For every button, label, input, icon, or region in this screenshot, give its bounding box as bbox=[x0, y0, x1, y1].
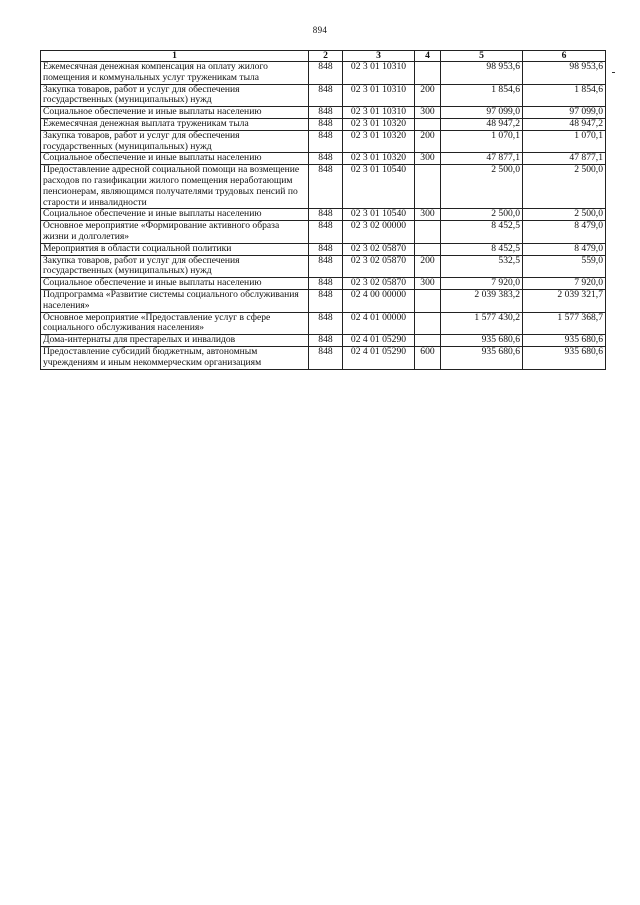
expense-type-cell bbox=[415, 221, 441, 244]
table-row bbox=[41, 312, 606, 335]
amount-year1-cell: 2 039 383,2 bbox=[441, 289, 523, 312]
amount-year1-cell: 8 452,5 bbox=[441, 243, 523, 255]
ministry-code-cell: 848 bbox=[309, 335, 343, 347]
expense-type-cell: 200 bbox=[415, 255, 441, 278]
table-row bbox=[41, 62, 606, 85]
expense-type-cell: 200 bbox=[415, 130, 441, 153]
target-code-cell: 02 3 01 10310 bbox=[343, 84, 415, 107]
column-header-3: 3 bbox=[343, 51, 415, 62]
amount-year1-cell: 98 953,6 bbox=[441, 62, 523, 85]
ministry-code-cell: 848 bbox=[309, 107, 343, 119]
row-name-cell: Основное мероприятие «Предоставление услуг в сфере социального обслуживания населения» bbox=[41, 312, 309, 335]
amount-year2-cell: 1 854,6 bbox=[523, 84, 606, 107]
row-name-cell: Социальное обеспечение и иные выплаты населению bbox=[41, 278, 309, 290]
column-header-6: 6 bbox=[523, 51, 606, 62]
row-name-cell: Основное мероприятие «Формирование активного образа жизни и долголетия» bbox=[41, 221, 309, 244]
expense-type-cell bbox=[415, 62, 441, 85]
expense-type-cell bbox=[415, 312, 441, 335]
row-name-cell: Ежемесячная денежная компенсация на оплату жилого помещения и коммунальных услуг труженикам тыла bbox=[41, 62, 309, 85]
ministry-code-cell: 848 bbox=[309, 312, 343, 335]
table-row bbox=[41, 255, 606, 278]
page-number: 894 bbox=[312, 25, 328, 35]
amount-year1-cell: 1 070,1 bbox=[441, 130, 523, 153]
amount-year1-cell: 97 099,0 bbox=[441, 107, 523, 119]
row-name-cell: Закупка товаров, работ и услуг для обеспечения государственных (муниципальных) нужд bbox=[41, 130, 309, 153]
target-code-cell: 02 3 02 05870 bbox=[343, 278, 415, 290]
table-row bbox=[41, 130, 606, 153]
row-name-cell: Социальное обеспечение и иные выплаты населению bbox=[41, 153, 309, 165]
amount-year1-cell: 1 577 430,2 bbox=[441, 312, 523, 335]
table-row bbox=[41, 209, 606, 221]
target-code-cell: 02 4 01 00000 bbox=[343, 312, 415, 335]
table-row bbox=[41, 221, 606, 244]
row-name-cell: Закупка товаров, работ и услуг для обеспечения государственных (муниципальных) нужд bbox=[41, 84, 309, 107]
expense-type-cell bbox=[415, 243, 441, 255]
ministry-code-cell: 848 bbox=[309, 165, 343, 209]
expense-type-cell bbox=[415, 335, 441, 347]
amount-year2-cell: 1 070,1 bbox=[523, 130, 606, 153]
ministry-code-cell: 848 bbox=[309, 255, 343, 278]
ministry-code-cell: 848 bbox=[309, 62, 343, 85]
table-row bbox=[41, 289, 606, 312]
table-row bbox=[41, 243, 606, 255]
target-code-cell: 02 3 01 10320 bbox=[343, 130, 415, 153]
amount-year2-cell: 98 953,6 bbox=[523, 62, 606, 85]
row-name-cell: Закупка товаров, работ и услуг для обеспечения государственных (муниципальных) нужд bbox=[41, 255, 309, 278]
amount-year2-cell: 8 479,0 bbox=[523, 243, 606, 255]
amount-year2-cell: 2 039 321,7 bbox=[523, 289, 606, 312]
table-row bbox=[41, 118, 606, 130]
amount-year2-cell: 935 680,6 bbox=[523, 346, 606, 369]
row-name-cell: Социальное обеспечение и иные выплаты населению bbox=[41, 209, 309, 221]
expense-type-cell bbox=[415, 118, 441, 130]
amount-year2-cell: 97 099,0 bbox=[523, 107, 606, 119]
ministry-code-cell: 848 bbox=[309, 130, 343, 153]
budget-table bbox=[40, 50, 606, 370]
table-row bbox=[41, 165, 606, 209]
row-name-cell: Предоставление адресной социальной помощи на возмещение расходов по газификации жилого помещения неработающим пенсионерам, являющимся получателями трудовых пенсий по старости и инвалидности bbox=[41, 165, 309, 209]
expense-type-cell: 300 bbox=[415, 107, 441, 119]
expense-type-cell bbox=[415, 165, 441, 209]
target-code-cell: 02 4 00 00000 bbox=[343, 289, 415, 312]
column-header-2: 2 bbox=[309, 51, 343, 62]
target-code-cell: 02 4 01 05290 bbox=[343, 346, 415, 369]
amount-year1-cell: 7 920,0 bbox=[441, 278, 523, 290]
expense-type-cell bbox=[415, 289, 441, 312]
table-header-row bbox=[41, 51, 606, 62]
column-header-1: 1 bbox=[41, 51, 309, 62]
table-row bbox=[41, 153, 606, 165]
row-name-cell: Ежемесячная денежная выплата труженикам тыла bbox=[41, 118, 309, 130]
expense-type-cell: 300 bbox=[415, 209, 441, 221]
ministry-code-cell: 848 bbox=[309, 243, 343, 255]
table-row bbox=[41, 107, 606, 119]
target-code-cell: 02 3 02 00000 bbox=[343, 221, 415, 244]
column-header-5: 5 bbox=[441, 51, 523, 62]
ministry-code-cell: 848 bbox=[309, 289, 343, 312]
amount-year1-cell: 2 500,0 bbox=[441, 209, 523, 221]
row-name-cell: Дома-интернаты для престарелых и инвалидов bbox=[41, 335, 309, 347]
amount-year2-cell: 8 479,0 bbox=[523, 221, 606, 244]
target-code-cell: 02 3 01 10310 bbox=[343, 62, 415, 85]
amount-year2-cell: 935 680,6 bbox=[523, 335, 606, 347]
target-code-cell: 02 3 01 10540 bbox=[343, 165, 415, 209]
table-row bbox=[41, 84, 606, 107]
table-row bbox=[41, 346, 606, 369]
amount-year2-cell: 559,0 bbox=[523, 255, 606, 278]
target-code-cell: 02 3 01 10320 bbox=[343, 118, 415, 130]
amount-year1-cell: 47 877,1 bbox=[441, 153, 523, 165]
expense-type-cell: 300 bbox=[415, 153, 441, 165]
target-code-cell: 02 3 02 05870 bbox=[343, 255, 415, 278]
margin-mark bbox=[612, 72, 615, 73]
amount-year2-cell: 47 877,1 bbox=[523, 153, 606, 165]
ministry-code-cell: 848 bbox=[309, 346, 343, 369]
target-code-cell: 02 3 02 05870 bbox=[343, 243, 415, 255]
target-code-cell: 02 3 01 10310 bbox=[343, 107, 415, 119]
column-header-4: 4 bbox=[415, 51, 441, 62]
table-row bbox=[41, 278, 606, 290]
amount-year1-cell: 1 854,6 bbox=[441, 84, 523, 107]
ministry-code-cell: 848 bbox=[309, 221, 343, 244]
amount-year1-cell: 8 452,5 bbox=[441, 221, 523, 244]
ministry-code-cell: 848 bbox=[309, 209, 343, 221]
target-code-cell: 02 4 01 05290 bbox=[343, 335, 415, 347]
amount-year2-cell: 2 500,0 bbox=[523, 209, 606, 221]
amount-year2-cell: 2 500,0 bbox=[523, 165, 606, 209]
target-code-cell: 02 3 01 10540 bbox=[343, 209, 415, 221]
expense-type-cell: 200 bbox=[415, 84, 441, 107]
ministry-code-cell: 848 bbox=[309, 153, 343, 165]
row-name-cell: Подпрограмма «Развитие системы социального обслуживания населения» bbox=[41, 289, 309, 312]
target-code-cell: 02 3 01 10320 bbox=[343, 153, 415, 165]
amount-year1-cell: 935 680,6 bbox=[441, 346, 523, 369]
table-row bbox=[41, 335, 606, 347]
amount-year2-cell: 1 577 368,7 bbox=[523, 312, 606, 335]
amount-year1-cell: 532,5 bbox=[441, 255, 523, 278]
row-name-cell: Социальное обеспечение и иные выплаты населению bbox=[41, 107, 309, 119]
amount-year2-cell: 7 920,0 bbox=[523, 278, 606, 290]
ministry-code-cell: 848 bbox=[309, 278, 343, 290]
amount-year1-cell: 48 947,2 bbox=[441, 118, 523, 130]
ministry-code-cell: 848 bbox=[309, 118, 343, 130]
ministry-code-cell: 848 bbox=[309, 84, 343, 107]
expense-type-cell: 300 bbox=[415, 278, 441, 290]
expense-type-cell: 600 bbox=[415, 346, 441, 369]
amount-year2-cell: 48 947,2 bbox=[523, 118, 606, 130]
row-name-cell: Мероприятия в области социальной политики bbox=[41, 243, 309, 255]
amount-year1-cell: 935 680,6 bbox=[441, 335, 523, 347]
amount-year1-cell: 2 500,0 bbox=[441, 165, 523, 209]
row-name-cell: Предоставление субсидий бюджетным, автономным учреждениям и иным некоммерческим организациям bbox=[41, 346, 309, 369]
